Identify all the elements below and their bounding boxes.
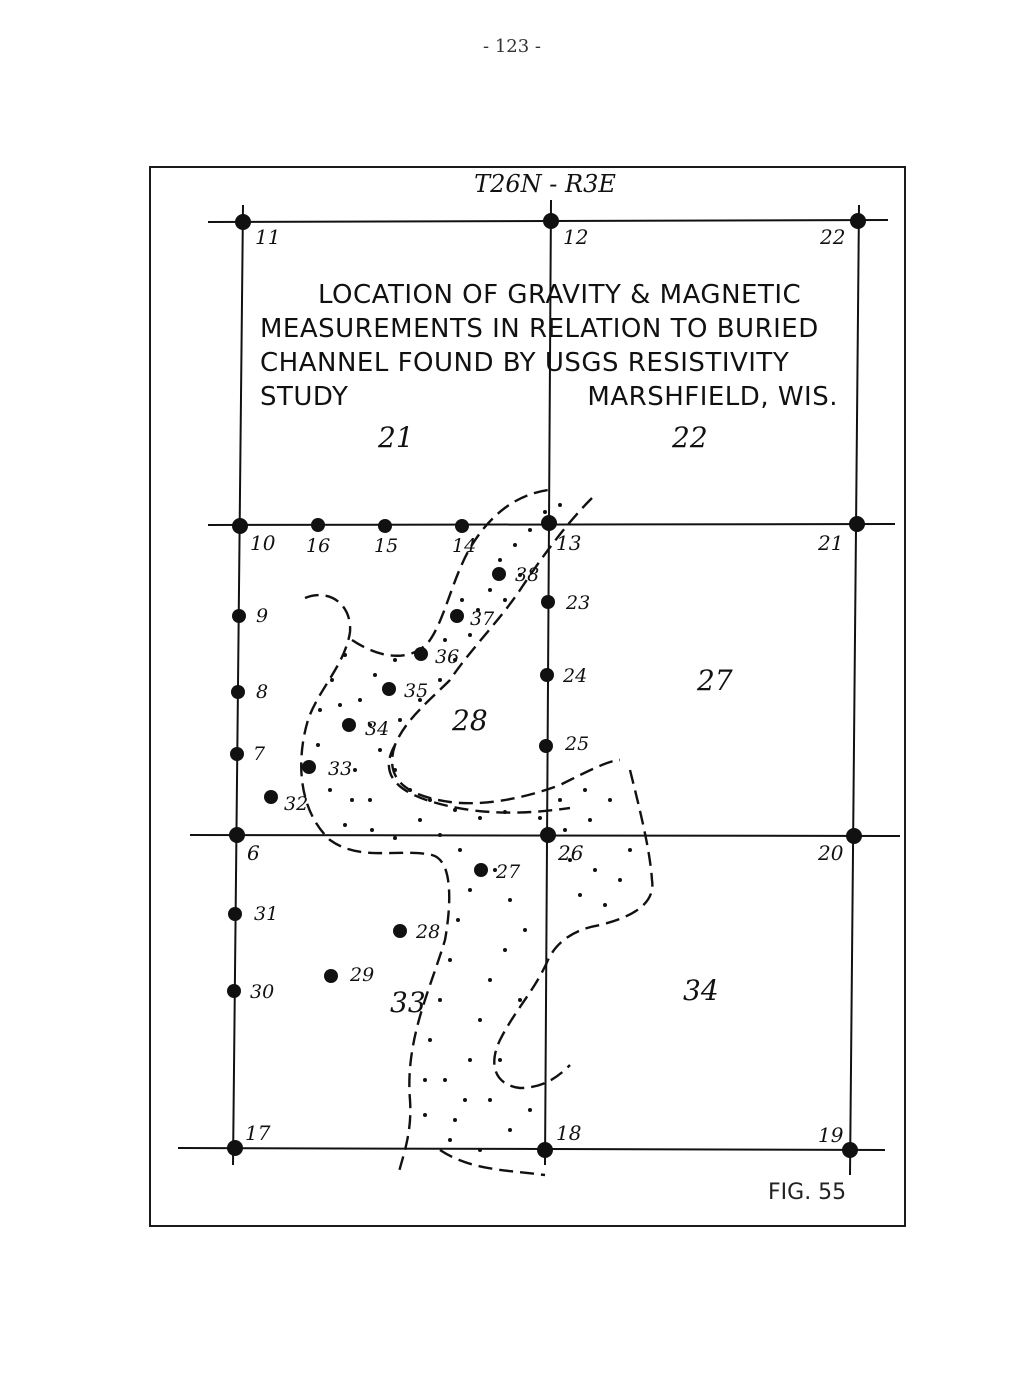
channel-outline-south-tail	[440, 1150, 545, 1175]
corner-point	[846, 828, 862, 844]
corner-point	[540, 827, 556, 843]
station-label: 32	[284, 793, 309, 815]
station-point	[414, 647, 428, 661]
station-label: 16	[306, 535, 331, 557]
station-point	[228, 907, 242, 921]
station-point	[541, 595, 555, 609]
station-label: 37	[470, 608, 495, 630]
corner-label: 26	[558, 841, 584, 865]
corner-label: 22	[820, 225, 846, 249]
corner-point	[541, 515, 557, 531]
station-label: 15	[374, 535, 399, 557]
corner-point	[842, 1142, 858, 1158]
corner-point	[227, 1140, 243, 1156]
station-label: 31	[254, 903, 279, 925]
measurement-stations	[227, 518, 555, 998]
corner-label: 19	[818, 1123, 844, 1147]
section-number: 33	[390, 986, 426, 1019]
station-point	[450, 609, 464, 623]
station-label: 29	[350, 964, 375, 986]
station-label: 25	[565, 733, 590, 755]
section-number: 22	[672, 421, 708, 454]
station-point	[455, 519, 469, 533]
station-point	[342, 718, 356, 732]
station-label: 36	[435, 646, 460, 668]
corner-point	[229, 827, 245, 843]
corner-label: 18	[556, 1121, 582, 1145]
corner-label: 10	[250, 531, 276, 555]
corner-point	[537, 1142, 553, 1158]
station-point	[264, 790, 278, 804]
corner-point	[849, 516, 865, 532]
corner-label: 21	[818, 531, 844, 555]
station-point	[311, 518, 325, 532]
corner-label: 13	[556, 531, 582, 555]
station-label: 8	[256, 681, 269, 703]
station-label: 9	[256, 605, 269, 627]
title-line-4	[260, 380, 838, 414]
station-point	[230, 747, 244, 761]
station-point	[492, 567, 506, 581]
corner-point	[232, 518, 248, 534]
title-line: MEASUREMENTS IN RELATION TO BURIED	[260, 314, 819, 344]
corner-point	[850, 213, 866, 229]
station-label: 14	[452, 535, 477, 557]
station-label: 33	[328, 758, 353, 780]
map-title	[260, 278, 860, 414]
station-label: 35	[404, 680, 429, 702]
corner-label: 17	[245, 1121, 271, 1145]
section-number: 21	[378, 421, 414, 454]
station-point	[227, 984, 241, 998]
buried-channel	[301, 490, 652, 1175]
title-location: MARSHFIELD, WIS.	[587, 382, 838, 412]
title-study: STUDY	[260, 382, 349, 412]
station-point	[232, 609, 246, 623]
corner-label: 12	[563, 225, 589, 249]
page-number: - 123 -	[483, 36, 541, 57]
figure-label: FIG. 55	[768, 1180, 847, 1205]
title-line: CHANNEL FOUND BY USGS RESISTIVITY	[260, 348, 790, 378]
station-point	[382, 682, 396, 696]
station-label: 30	[250, 981, 275, 1003]
station-label: 7	[253, 743, 266, 765]
section-number: 28	[452, 704, 488, 737]
station-label: 27	[496, 861, 521, 883]
channel-outline-south-east	[494, 960, 570, 1088]
channel-outline-east-lobe	[548, 770, 652, 960]
corner-point	[543, 213, 559, 229]
station-label: 28	[416, 921, 441, 943]
station-label: 24	[563, 665, 588, 687]
corner-point	[235, 214, 251, 230]
station-label: 34	[365, 718, 390, 740]
section-number: 27	[697, 664, 733, 697]
station-point	[324, 969, 338, 983]
grid-line-bottom	[178, 1148, 885, 1150]
station-point	[540, 668, 554, 682]
section-number: 34	[683, 974, 719, 1007]
station-point	[393, 924, 407, 938]
corner-label: 20	[818, 841, 844, 865]
station-point	[231, 685, 245, 699]
station-point	[302, 760, 316, 774]
corner-label: 6	[247, 841, 260, 865]
station-point	[378, 519, 392, 533]
corner-label: 11	[255, 225, 281, 249]
station-label: 23	[566, 592, 591, 614]
title-line: LOCATION OF GRAVITY & MAGNETIC	[318, 280, 802, 310]
station-point	[474, 863, 488, 877]
station-point	[539, 739, 553, 753]
station-label: 38	[515, 564, 540, 586]
channel-outline-inner-bend	[389, 745, 570, 813]
township-label: T26N - R3E	[474, 170, 616, 198]
